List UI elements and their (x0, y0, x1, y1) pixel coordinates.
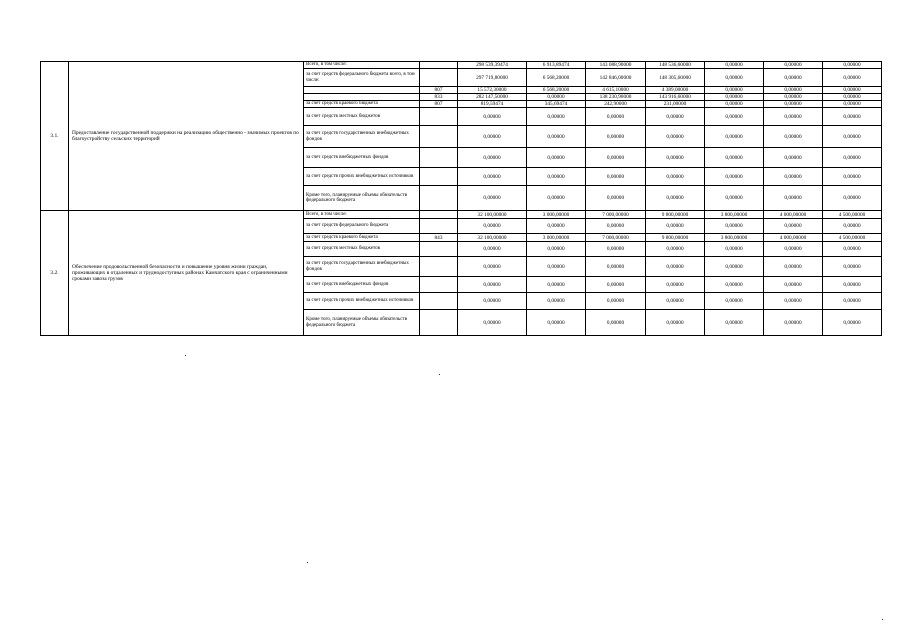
amount-cell: 0,00000 (586, 277, 646, 293)
amount-cell: 0,00000 (764, 94, 823, 101)
amount-cell: 0,00000 (764, 126, 823, 148)
funding-source: Кроме того, планируемые объемы обязательств федерального бюджета (304, 310, 420, 336)
amount-cell: 6 913,89474 (527, 62, 586, 69)
budget-code (420, 62, 458, 69)
amount-cell: 0,00000 (764, 186, 823, 211)
amount-cell: 0,00000 (705, 126, 764, 148)
amount-cell: 0,00000 (823, 257, 882, 277)
budget-code (420, 293, 458, 310)
amount-cell: 0,00000 (764, 62, 823, 69)
amount-cell: 0,00000 (823, 94, 882, 101)
funding-source: за счет средств местных бюджетов (304, 108, 420, 126)
amount-cell: 0,00000 (823, 69, 882, 87)
amount-cell: 142 846,00000 (586, 69, 646, 87)
section-number: 3.2. (41, 211, 69, 336)
amount-cell: 0,00000 (646, 310, 705, 336)
section-number: 3.1. (41, 62, 69, 211)
amount-cell: 4 615,10000 (586, 87, 646, 94)
amount-cell: 3 800,00000 (705, 234, 764, 242)
amount-cell: 0,00000 (764, 310, 823, 336)
amount-cell: 0,00000 (458, 148, 527, 168)
amount-cell: 0,00000 (586, 242, 646, 257)
amount-cell: 0,00000 (527, 186, 586, 211)
amount-cell: 0,00000 (764, 293, 823, 310)
table-row (41, 211, 882, 219)
amount-cell: 0,00000 (764, 69, 823, 87)
amount-cell: 4 389,00000 (646, 87, 705, 94)
budget-table-body (41, 62, 882, 336)
budget-code: 807 (420, 101, 458, 108)
amount-cell: 0,00000 (586, 186, 646, 211)
amount-cell: 0,00000 (823, 126, 882, 148)
funding-source: Всего, в том числе: (304, 211, 420, 219)
scan-speck (439, 374, 440, 375)
amount-cell: 0,00000 (705, 242, 764, 257)
amount-cell: 0,00000 (458, 310, 527, 336)
amount-cell: 6 568,20000 (527, 69, 586, 87)
amount-cell: 0,00000 (646, 293, 705, 310)
amount-cell: 4 000,00000 (764, 234, 823, 242)
amount-cell: 0,00000 (705, 101, 764, 108)
section-name: Обеспечение продовольственной безопасности и повышение уровня жизни граждан, проживающих в отдаленных и труднодоступных районах Камчатского края с ограниченными сроками завоза грузов (69, 211, 304, 336)
amount-cell: 138 230,90000 (586, 94, 646, 101)
amount-cell: 0,00000 (527, 310, 586, 336)
budget-code (420, 148, 458, 168)
amount-cell: 3 000,00000 (527, 234, 586, 242)
funding-source: за счет средств федерального бюджета (304, 219, 420, 234)
amount-cell: 0,00000 (586, 148, 646, 168)
amount-cell: 0,00000 (823, 293, 882, 310)
funding-source: за счет средств краевого бюджета (304, 101, 420, 108)
amount-cell: 0,00000 (705, 87, 764, 94)
amount-cell: 0,00000 (764, 87, 823, 94)
amount-cell: 0,00000 (646, 148, 705, 168)
budget-code: 833 (420, 94, 458, 101)
amount-cell: 0,00000 (527, 277, 586, 293)
amount-cell: 0,00000 (527, 219, 586, 234)
funding-source: за счет средств внебюджетных фондов (304, 148, 420, 168)
amount-cell: 0,00000 (586, 310, 646, 336)
scan-speck (882, 619, 883, 620)
amount-cell: 0,00000 (823, 108, 882, 126)
amount-cell: 0,00000 (527, 168, 586, 186)
amount-cell: 148 305,60000 (646, 69, 705, 87)
amount-cell: 0,00000 (705, 257, 764, 277)
budget-code (420, 277, 458, 293)
amount-cell: 0,00000 (646, 168, 705, 186)
amount-cell: 0,00000 (527, 108, 586, 126)
budget-code (420, 108, 458, 126)
funding-source: за счет средств местных бюджетов (304, 242, 420, 257)
budget-code (420, 310, 458, 336)
amount-cell: 0,00000 (646, 242, 705, 257)
amount-cell: 0,00000 (764, 148, 823, 168)
amount-cell: 0,00000 (458, 126, 527, 148)
budget-code (420, 211, 458, 219)
amount-cell: 0,00000 (527, 257, 586, 277)
amount-cell: 0,00000 (646, 186, 705, 211)
funding-source (304, 87, 420, 94)
amount-cell: 0,00000 (646, 126, 705, 148)
amount-cell: 0,00000 (586, 257, 646, 277)
amount-cell: 0,00000 (527, 293, 586, 310)
amount-cell: 0,00000 (705, 219, 764, 234)
funding-source: Кроме того, планируемые объемы обязательств федерального бюджета (304, 186, 420, 211)
budget-code (420, 219, 458, 234)
amount-cell: 143 088,90000 (586, 62, 646, 69)
funding-source: за счет средств краевого бюджета (304, 234, 420, 242)
amount-cell: 0,00000 (764, 277, 823, 293)
amount-cell: 0,00000 (646, 277, 705, 293)
budget-code (420, 257, 458, 277)
amount-cell: 9 800,00000 (646, 211, 705, 219)
funding-source: за счет средств прочих внебюджетных источников (304, 293, 420, 310)
amount-cell: 0,00000 (586, 293, 646, 310)
budget-code: 843 (420, 234, 458, 242)
amount-cell: 0,00000 (458, 293, 527, 310)
amount-cell: 0,00000 (646, 219, 705, 234)
amount-cell: 0,00000 (458, 257, 527, 277)
amount-cell: 9 800,00000 (646, 234, 705, 242)
amount-cell: 0,00000 (705, 69, 764, 87)
budget-code: 807 (420, 87, 458, 94)
amount-cell: 0,00000 (705, 168, 764, 186)
amount-cell: 0,00000 (764, 242, 823, 257)
amount-cell: 0,00000 (458, 219, 527, 234)
amount-cell: 0,00000 (527, 242, 586, 257)
amount-cell: 0,00000 (823, 62, 882, 69)
amount-cell: 0,00000 (705, 62, 764, 69)
amount-cell: 0,00000 (705, 108, 764, 126)
amount-cell: 4 500,00000 (823, 234, 882, 242)
amount-cell: 6 568,20000 (527, 87, 586, 94)
amount-cell: 0,00000 (823, 148, 882, 168)
funding-source: за счет средств прочих внебюджетных источников (304, 168, 420, 186)
amount-cell: 0,00000 (823, 168, 882, 186)
amount-cell: 0,00000 (458, 108, 527, 126)
budget-code (420, 126, 458, 148)
budget-code (420, 186, 458, 211)
amount-cell: 4 500,00000 (823, 211, 882, 219)
funding-source: Всего, в том числе: (304, 62, 420, 69)
amount-cell: 148 536,60000 (646, 62, 705, 69)
amount-cell: 0,00000 (823, 101, 882, 108)
amount-cell: 7 000,00000 (586, 211, 646, 219)
amount-cell: 143 916,60000 (646, 94, 705, 101)
amount-cell: 0,00000 (458, 168, 527, 186)
amount-cell: 0,00000 (458, 277, 527, 293)
amount-cell: 0,00000 (527, 148, 586, 168)
amount-cell: 0,00000 (586, 168, 646, 186)
funding-source: за счет средств государственных внебюджетных фондов (304, 126, 420, 148)
section-name: Предоставление государственной поддержки на реализацию общественно - значимых проектов по благоустройству сельских территорий (69, 62, 304, 211)
amount-cell: 0,00000 (705, 310, 764, 336)
amount-cell: 0,00000 (823, 277, 882, 293)
amount-cell: 0,00000 (705, 186, 764, 211)
budget-code (420, 168, 458, 186)
amount-cell: 297 719,80000 (458, 69, 527, 87)
amount-cell: 242,90000 (586, 101, 646, 108)
funding-source (304, 94, 420, 101)
amount-cell: 0,00000 (764, 257, 823, 277)
amount-cell: 0,00000 (458, 242, 527, 257)
amount-cell: 345,69474 (527, 101, 586, 108)
amount-cell: 0,00000 (764, 108, 823, 126)
amount-cell: 0,00000 (646, 257, 705, 277)
amount-cell: 0,00000 (586, 219, 646, 234)
amount-cell: 0,00000 (458, 186, 527, 211)
budget-code (420, 242, 458, 257)
amount-cell: 0,00000 (586, 126, 646, 148)
amount-cell: 7 000,00000 (586, 234, 646, 242)
scan-speck (185, 355, 186, 356)
funding-source: за счет средств внебюджетных фондов (304, 277, 420, 293)
amount-cell: 0,00000 (823, 87, 882, 94)
amount-cell: 0,00000 (705, 277, 764, 293)
scan-speck (307, 562, 308, 563)
amount-cell: 231,00000 (646, 101, 705, 108)
amount-cell: 0,00000 (764, 101, 823, 108)
amount-cell: 0,00000 (823, 242, 882, 257)
amount-cell: 0,00000 (586, 108, 646, 126)
amount-cell: 32 100,00000 (458, 234, 527, 242)
funding-source: за счет средств государственных внебюджетных фондов (304, 257, 420, 277)
amount-cell: 15 572,30000 (458, 87, 527, 94)
amount-cell: 819,59474 (458, 101, 527, 108)
amount-cell: 282 147,50000 (458, 94, 527, 101)
amount-cell: 298 539,39474 (458, 62, 527, 69)
amount-cell: 0,00000 (705, 148, 764, 168)
table-row (41, 62, 882, 69)
budget-code (420, 69, 458, 87)
funding-source: за счет средств федерального бюджета всего, в том числе: (304, 69, 420, 87)
amount-cell: 3 000,00000 (527, 211, 586, 219)
amount-cell: 0,00000 (705, 293, 764, 310)
budget-table (40, 61, 882, 336)
amount-cell: 0,00000 (527, 126, 586, 148)
amount-cell: 0,00000 (823, 219, 882, 234)
amount-cell: 32 100,00000 (458, 211, 527, 219)
amount-cell: 0,00000 (646, 108, 705, 126)
amount-cell: 0,00000 (705, 94, 764, 101)
amount-cell: 0,00000 (764, 168, 823, 186)
amount-cell: 3 800,00000 (705, 211, 764, 219)
amount-cell: 4 000,00000 (764, 211, 823, 219)
amount-cell: 0,00000 (527, 94, 586, 101)
amount-cell: 0,00000 (823, 186, 882, 211)
amount-cell: 0,00000 (764, 219, 823, 234)
amount-cell: 0,00000 (823, 310, 882, 336)
